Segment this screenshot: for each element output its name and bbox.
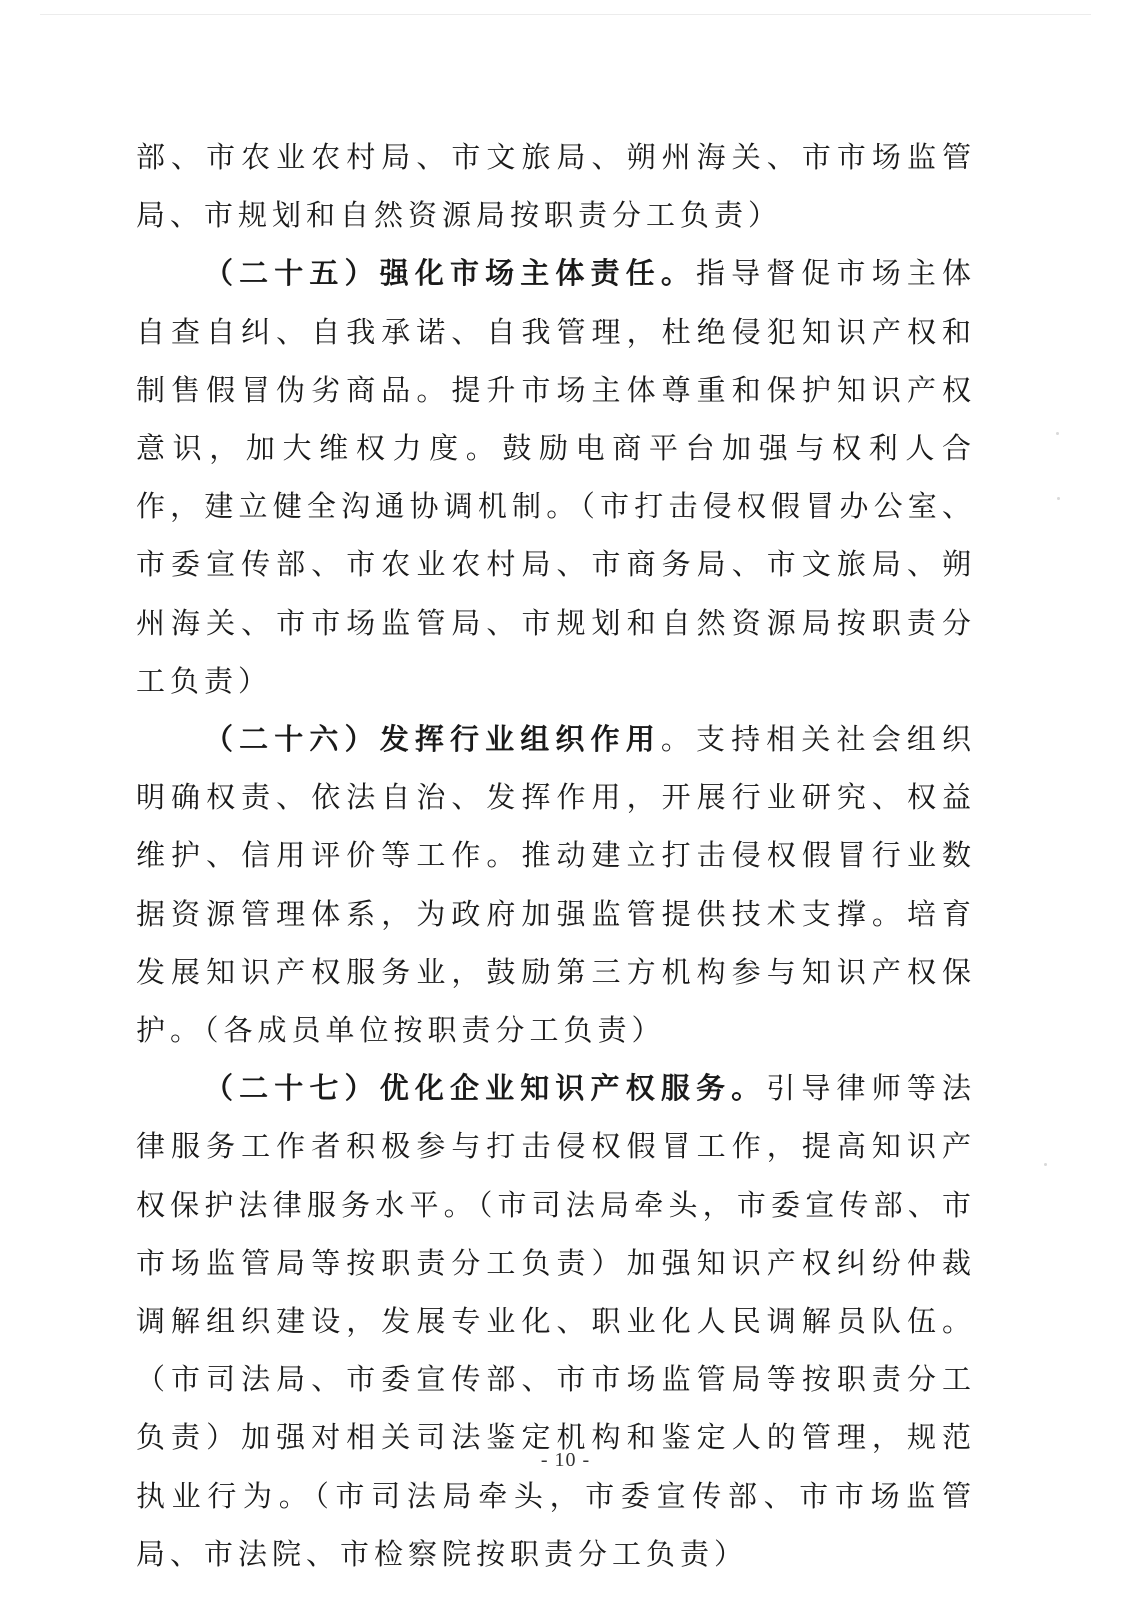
scan-top-edge: [40, 14, 1091, 15]
paragraph-text: 。支持相关社会组织明确权责、依法自治、发挥作用，开展行业研究、权益维护、信用评价等工作。推动建立打击侵权假冒行业数据资源管理体系，为政府加强监管提供技术支撑。培育发展知识产权服务业，鼓励第三方机构参与知识产权保护。（各成员单位按职责分工负责）: [136, 722, 976, 1048]
paragraph-25: [136, 244, 976, 710]
paragraph-text: 指导督促市场主体自查自纠、自我承诺、自我管理，杜绝侵犯知识产权和制售假冒伪劣商品。提升市场主体尊重和保护知识产权意识，加大维权力度。鼓励电商平台加强与权利人合作，建立健全沟通协调机制。（市打击侵权假冒办公室、市委宣传部、市农业农村局、市商务局、市文旅局、朔州海关、市市场监管局、市规划和自然资源局按职责分工负责）: [136, 256, 976, 698]
page-number: - 10 -: [540, 1449, 591, 1471]
paragraph-heading: （二十五）强化市场主体责任。: [204, 256, 696, 291]
paragraph-text: 引导律师等法律服务工作者积极参与打击侵权假冒工作，提高知识产权保护法律服务水平。（市司法局牵头，市委宣传部、市市场监管局等按职责分工负责）加强知识产权纠纷仲裁调解组织建设，发展专业化、职业化人民调解员队伍。（市司法局、市委宣传部、市市场监管局等按职责分工负责）加强对相关司法鉴定机构和鉴定人的管理，规范执业行为。（市司法局牵头，市委宣传部、市市场监管局、市法院、市检察院按职责分工负责）: [136, 1071, 976, 1571]
scan-speck: [1057, 497, 1060, 500]
paragraph-heading: （二十七）优化企业知识产权服务。: [204, 1071, 767, 1106]
paragraph-continuation: [136, 128, 976, 244]
paragraph-heading: （二十六）发挥行业组织作用: [204, 722, 661, 757]
scan-speck: [1044, 1163, 1047, 1166]
paragraph-text: 部、市农业农村局、市文旅局、朔州海关、市市场监管局、市规划和自然资源局按职责分工负责）: [136, 140, 976, 233]
document-body: [136, 128, 976, 1583]
scan-speck: [1056, 432, 1059, 435]
paragraph-26: [136, 710, 976, 1059]
paragraph-27: [136, 1059, 976, 1583]
